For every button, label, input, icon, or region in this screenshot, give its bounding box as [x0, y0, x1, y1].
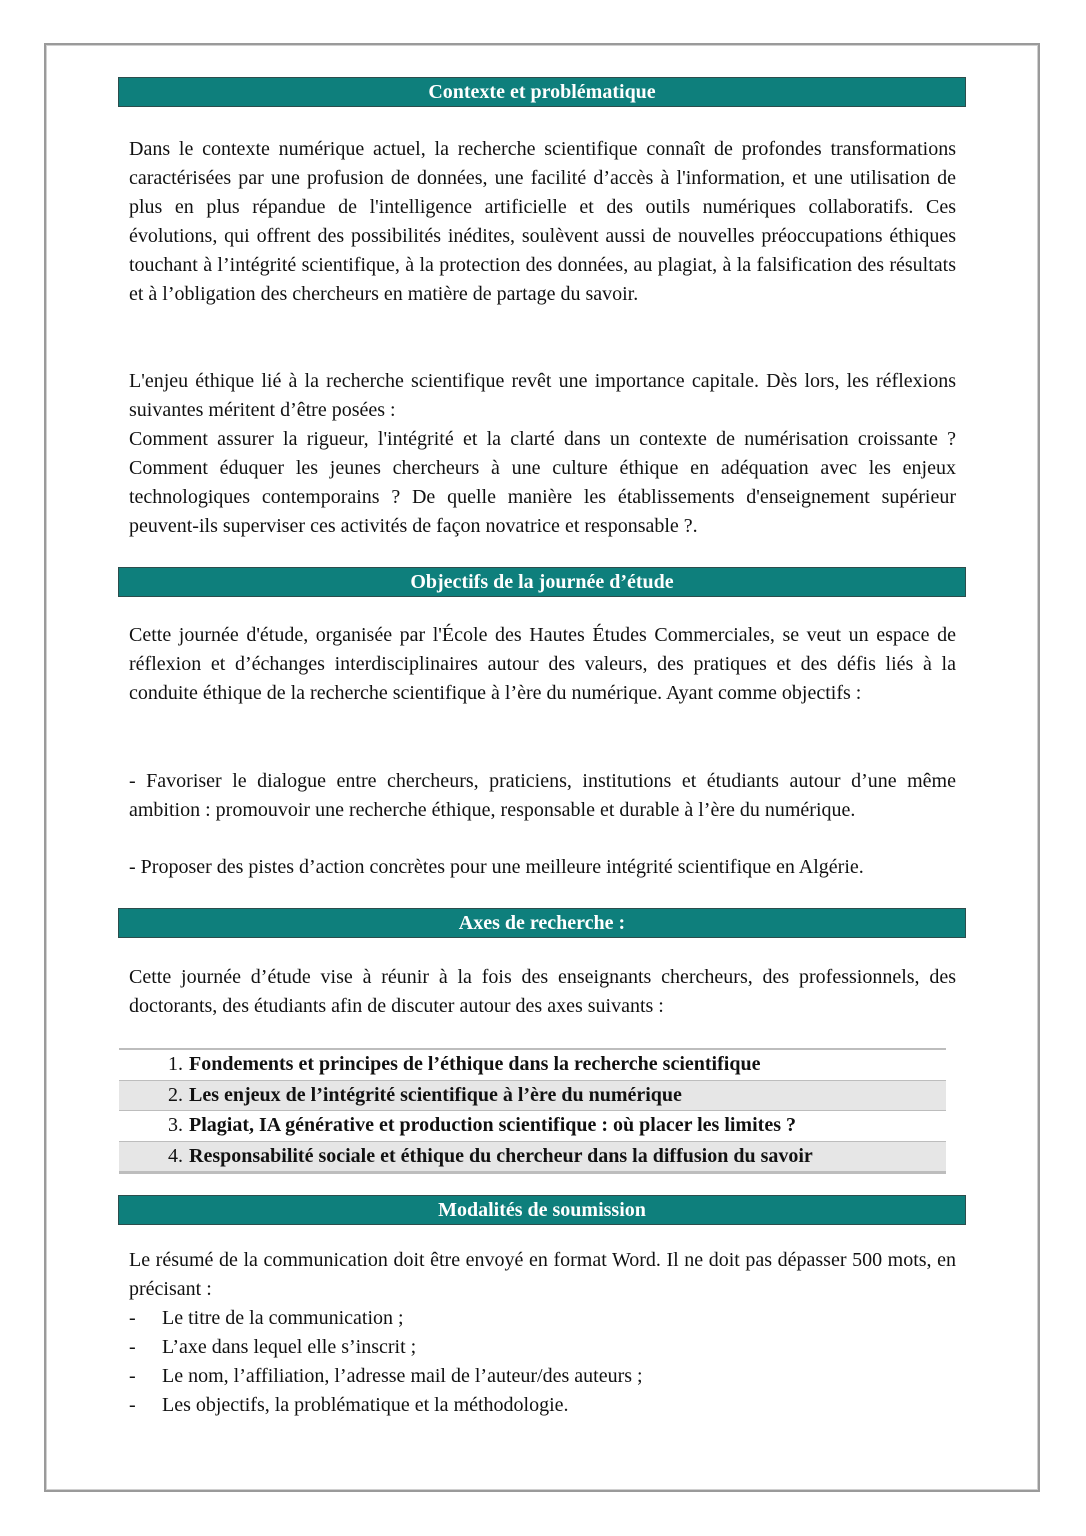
list-item-text: Les objectifs, la problématique et la méthodologie. — [162, 1394, 569, 1416]
list-item-text: L’axe dans lequel elle s’inscrit ; — [162, 1336, 417, 1358]
axis-title: Responsabilité sociale et éthique du chercheur dans la diffusion du savoir — [189, 1144, 813, 1167]
objectifs-paragraph-2: - Favoriser le dialogue entre chercheurs, praticiens, institutions et étudiants autour d’une même ambition : promouvoir une recherche éthique, responsable et durable à l’ère du numérique. — [129, 770, 956, 821]
axes-intro: Cette journée d’étude vise à réunir à la fois des enseignants chercheurs, des professionnels, des doctorants, des étudiants afin de discuter autour des axes suivants : — [129, 966, 956, 1017]
axes-list — [119, 1048, 946, 1174]
modalites-intro: Le résumé de la communication doit être envoyé en format Word. Il ne doit pas dépasser 500 mots, en précisant : — [129, 1249, 956, 1300]
axis-number: 2. — [168, 1083, 183, 1106]
section-header-contexte: Contexte et problématique — [118, 77, 966, 107]
contexte-paragraph-3: Comment assurer la rigueur, l'intégrité et la clarté dans un contexte de numérisation croissante ? Comment éduquer les jeunes chercheurs à une culture éthique en adéquation avec les enjeux technologiques contemporains ? De quelle manière les établissements d'enseignement supérieur peuvent-ils superviser ces activités de façon novatrice et responsable ?. — [129, 428, 956, 537]
section-header-axes: Axes de recherche : — [118, 908, 966, 938]
axis-number: 3. — [168, 1114, 183, 1136]
section-header-objectifs: Objectifs de la journée d’étude — [118, 567, 966, 597]
contexte-paragraph-2: L'enjeu éthique lié à la recherche scientifique revêt une importance capitale. Dès lors, les réflexions suivantes méritent d’être posées : — [129, 370, 956, 421]
list-item: - Les objectifs, la problématique et la méthodologie. — [129, 1391, 956, 1420]
axis-title: Fondements et principes de l’éthique dans la recherche scientifique — [189, 1053, 761, 1075]
axis-title: Les enjeux de l’intégrité scientifique à l’ère du numérique — [189, 1083, 682, 1106]
objectifs-paragraph-1: Cette journée d'étude, organisée par l'École des Hautes Études Commerciales, se veut un espace de réflexion et d’échanges interdisciplinaires autour des valeurs, des pratiques et des défis liés à la conduite éthique de la recherche scientifique à l’ère du numérique. Ayant comme objectifs : — [129, 624, 956, 704]
axis-item — [119, 1050, 946, 1080]
modalites-list — [129, 1304, 956, 1420]
objectifs-paragraph-3: - Proposer des pistes d’action concrètes pour une meilleure intégrité scientifique en Algérie. — [129, 856, 864, 878]
axis-item — [119, 1111, 946, 1141]
section-header-modalites: Modalités de soumission — [118, 1195, 966, 1225]
axis-number: 4. — [168, 1144, 183, 1167]
axis-title: Plagiat, IA générative et production scientifique : où placer les limites ? — [189, 1114, 796, 1136]
axis-item — [119, 1080, 946, 1112]
list-item-text: Le titre de la communication ; — [162, 1307, 404, 1329]
list-item-text: Le nom, l’affiliation, l’adresse mail de l’auteur/des auteurs ; — [162, 1365, 643, 1387]
list-item: - Le titre de la communication ; — [129, 1304, 956, 1333]
list-item: - Le nom, l’affiliation, l’adresse mail de l’auteur/des auteurs ; — [129, 1362, 956, 1391]
axis-item — [119, 1141, 946, 1173]
axis-number: 1. — [168, 1053, 183, 1075]
contexte-paragraph-1: Dans le contexte numérique actuel, la recherche scientifique connaît de profondes transformations caractérisées par une profusion de données, une facilité d’accès à l'information, et une utilisation de plus en plus répandue de l'intelligence artificielle et des outils numériques collaboratifs. Ces évolutions, qui offrent des possibilités inédites, soulèvent aussi de nouvelles préoccupations éthiques touchant à l’intégrité scientifique, à la protection des données, au plagiat, à la falsification des résultats et à l’obligation des chercheurs en matière de partage du savoir. — [129, 138, 956, 305]
list-item: - L’axe dans lequel elle s’inscrit ; — [129, 1333, 956, 1362]
